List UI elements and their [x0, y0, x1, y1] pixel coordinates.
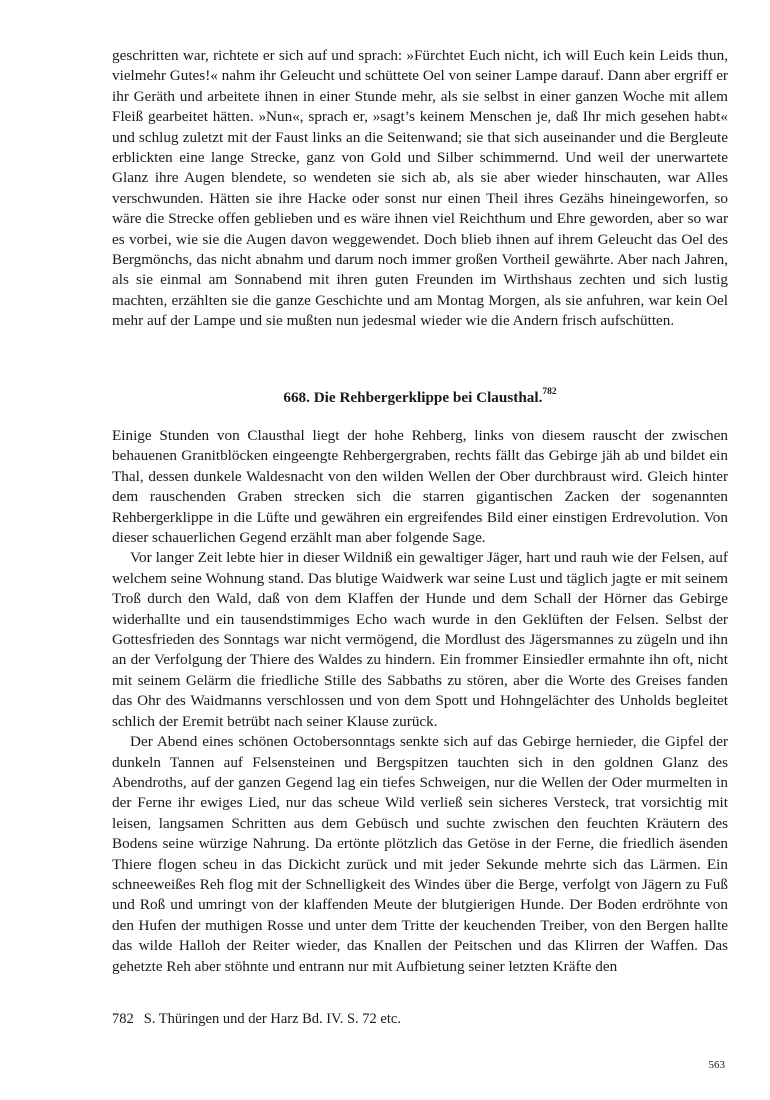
continuation-text-block	[112, 46, 728, 332]
story-paragraph-1: Einige Stunden von Clausthal liegt der hohe Rehberg, links von diesem rauscht der zwischen behauenen Granitblöcken eingeengte Rehbergergraben, rechts fällt das Gebirge jäh ab und bildet ein Thal, dessen dunkele Waldesnacht von den wilden Wellen der Ober durchbraust wird. Gleich hinter dem rauschenden Graben strecken sich die starren gigantischen Zacken der sogenannten Rehbergerklippe in die Lüfte und gewähren ein ergreifendes Bild einer einstigen Erdrevolution. Von dieser schauerlichen Gegend erzählt man aber folgende Sage.	[112, 427, 728, 547]
story-paragraph-2: Vor langer Zeit lebte hier in dieser Wildniß ein gewaltiger Jäger, hart und rauh wie der Felsen, auf welchem seine Wohnung stand. Das blutige Waidwerk war seine Lust und täglich jagte er mit seinem Troß durch den Wald, daß von dem Klaffen der Hunde und dem Schall der Hörner das Gebirge widerhallte und ein tausendstimmiges Echo wach wurde in den Geklüften der Felsen. Selbst der Gottesfrieden des Sonntags war nicht vermögend, die Mordlust des Jägersmannes zu zügeln und ihn an der Verfolgung der Thiere des Waldes zu hindern. Ein frommer Einsiedler ermahnte ihn oft, nicht mit seinem Gelärm die friedliche Stille des Sabbaths zu stören, aber die Worte des Greises fanden das Ohr des Waidmanns verschlossen und von dem Spott und Hohngelächter des Unholds begleitet schlich der Eremit betrübt nach seiner Klause zurück.	[112, 549, 728, 730]
story-paragraph-3: Der Abend eines schönen Octobersonntags senkte sich auf das Gebirge hernieder, die Gipfel der dunkeln Tannen auf Felsensteinen und Bergspitzen tauchten sich in den goldnen Glanz des Abendroths, auf der ganzen Gegend lag ein tiefes Schweigen, nur die Wellen der Oder murmelten in der Ferne ihr ewiges Lied, nur das scheue Wild verließ sein sicheres Versteck, trat vorsichtig mit leisen, langsamen Schritten aus dem Gebüsch und suchte zwischen den feuchten Kräutern des Bodens seine würzige Nahrung. Da ertönte plötzlich das Getöse in der Ferne, die friedlich äsenden Thiere flogen scheu in das Dickicht zurück und mit jeder Sekunde mehrte sich das Lärmen. Ein schneeweißes Reh flog mit der Schnelligkeit des Windes über die Berge, verfolgt von Jägern zu Fuß und Roß und umringt von der klaffenden Meute der blutgierigen Hunde. Der Boden erdröhnte von den Hufen der muthigen Rosse und unter dem Tritte der keuchenden Treiber, von den Bergen hallte das wilde Halloh der Reiter wieder, das Knallen der Peitschen und das Klirren der Waffen. Das gehetzte Reh aber stöhnte und entrann nur mit Aufbietung seiner letzten Kräfte den	[112, 733, 728, 975]
page-number: 563	[708, 1059, 725, 1071]
footnote-reference: 782	[542, 386, 557, 397]
story-text-block	[112, 426, 728, 977]
footnote-text: S. Thüringen und der Harz Bd. IV. S. 72 etc.	[143, 1011, 401, 1027]
footnote	[112, 1010, 728, 1028]
continuation-paragraph: geschritten war, richtete er sich auf und sprach: »Fürchtet Euch nicht, ich will Euch kein Leids thun, vielmehr Gutes!« nahm ihr Geleucht und schüttete Oel von seiner Lampe darauf. Dann aber ergriff er ihr Geräth und arbeitete ihnen in einer Stunde mehr, als sie selbst in einer ganzen Woche mit allem Fleiß gearbeitet hätten. »Nun«, sprach er, »sagt’s keinem Menschen je, daß Ihr mich gesehen habt« und schlug zuletzt mit der Faust links an die Seitenwand; sie that sich auseinander und die Bergleute erblickten eine lange Strecke, ganz von Gold und Silber schimmernd. Und weil der unerwartete Glanz ihre Augen blendete, so wendeten sie sich ab, als sie aber wieder hinschauten, war Alles verschwunden. Hätten sie ihre Hacke oder sonst nur einen Theil ihres Gezähs hineingeworfen, so wäre die Strecke offen geblieben und es wäre ihnen viel Reichthum und Ehre geworden, aber so war es vorbei, wie sie die Augen davon weggewendet. Doch blieb ihnen auf ihrem Geleucht das Oel des Bergmönchs, das nicht abnahm und darum noch immer großen Vortheil gewährte. Aber nach Jahren, als sie einmal am Sonnabend mit ihren guten Freunden im Wirthshaus zechten und sich lustig machten, erzählten sie die ganze Geschichte und am Montag Morgen, als sie anfuhren, war kein Oel mehr auf der Lampe und sie mußten nun jedesmal wieder wie die Andern frisch aufschütten.	[112, 47, 728, 330]
section-title: 668. Die Rehbergerklippe bei Clausthal.	[283, 389, 543, 406]
footnote-number: 782	[112, 1011, 134, 1027]
section-heading	[112, 388, 728, 408]
